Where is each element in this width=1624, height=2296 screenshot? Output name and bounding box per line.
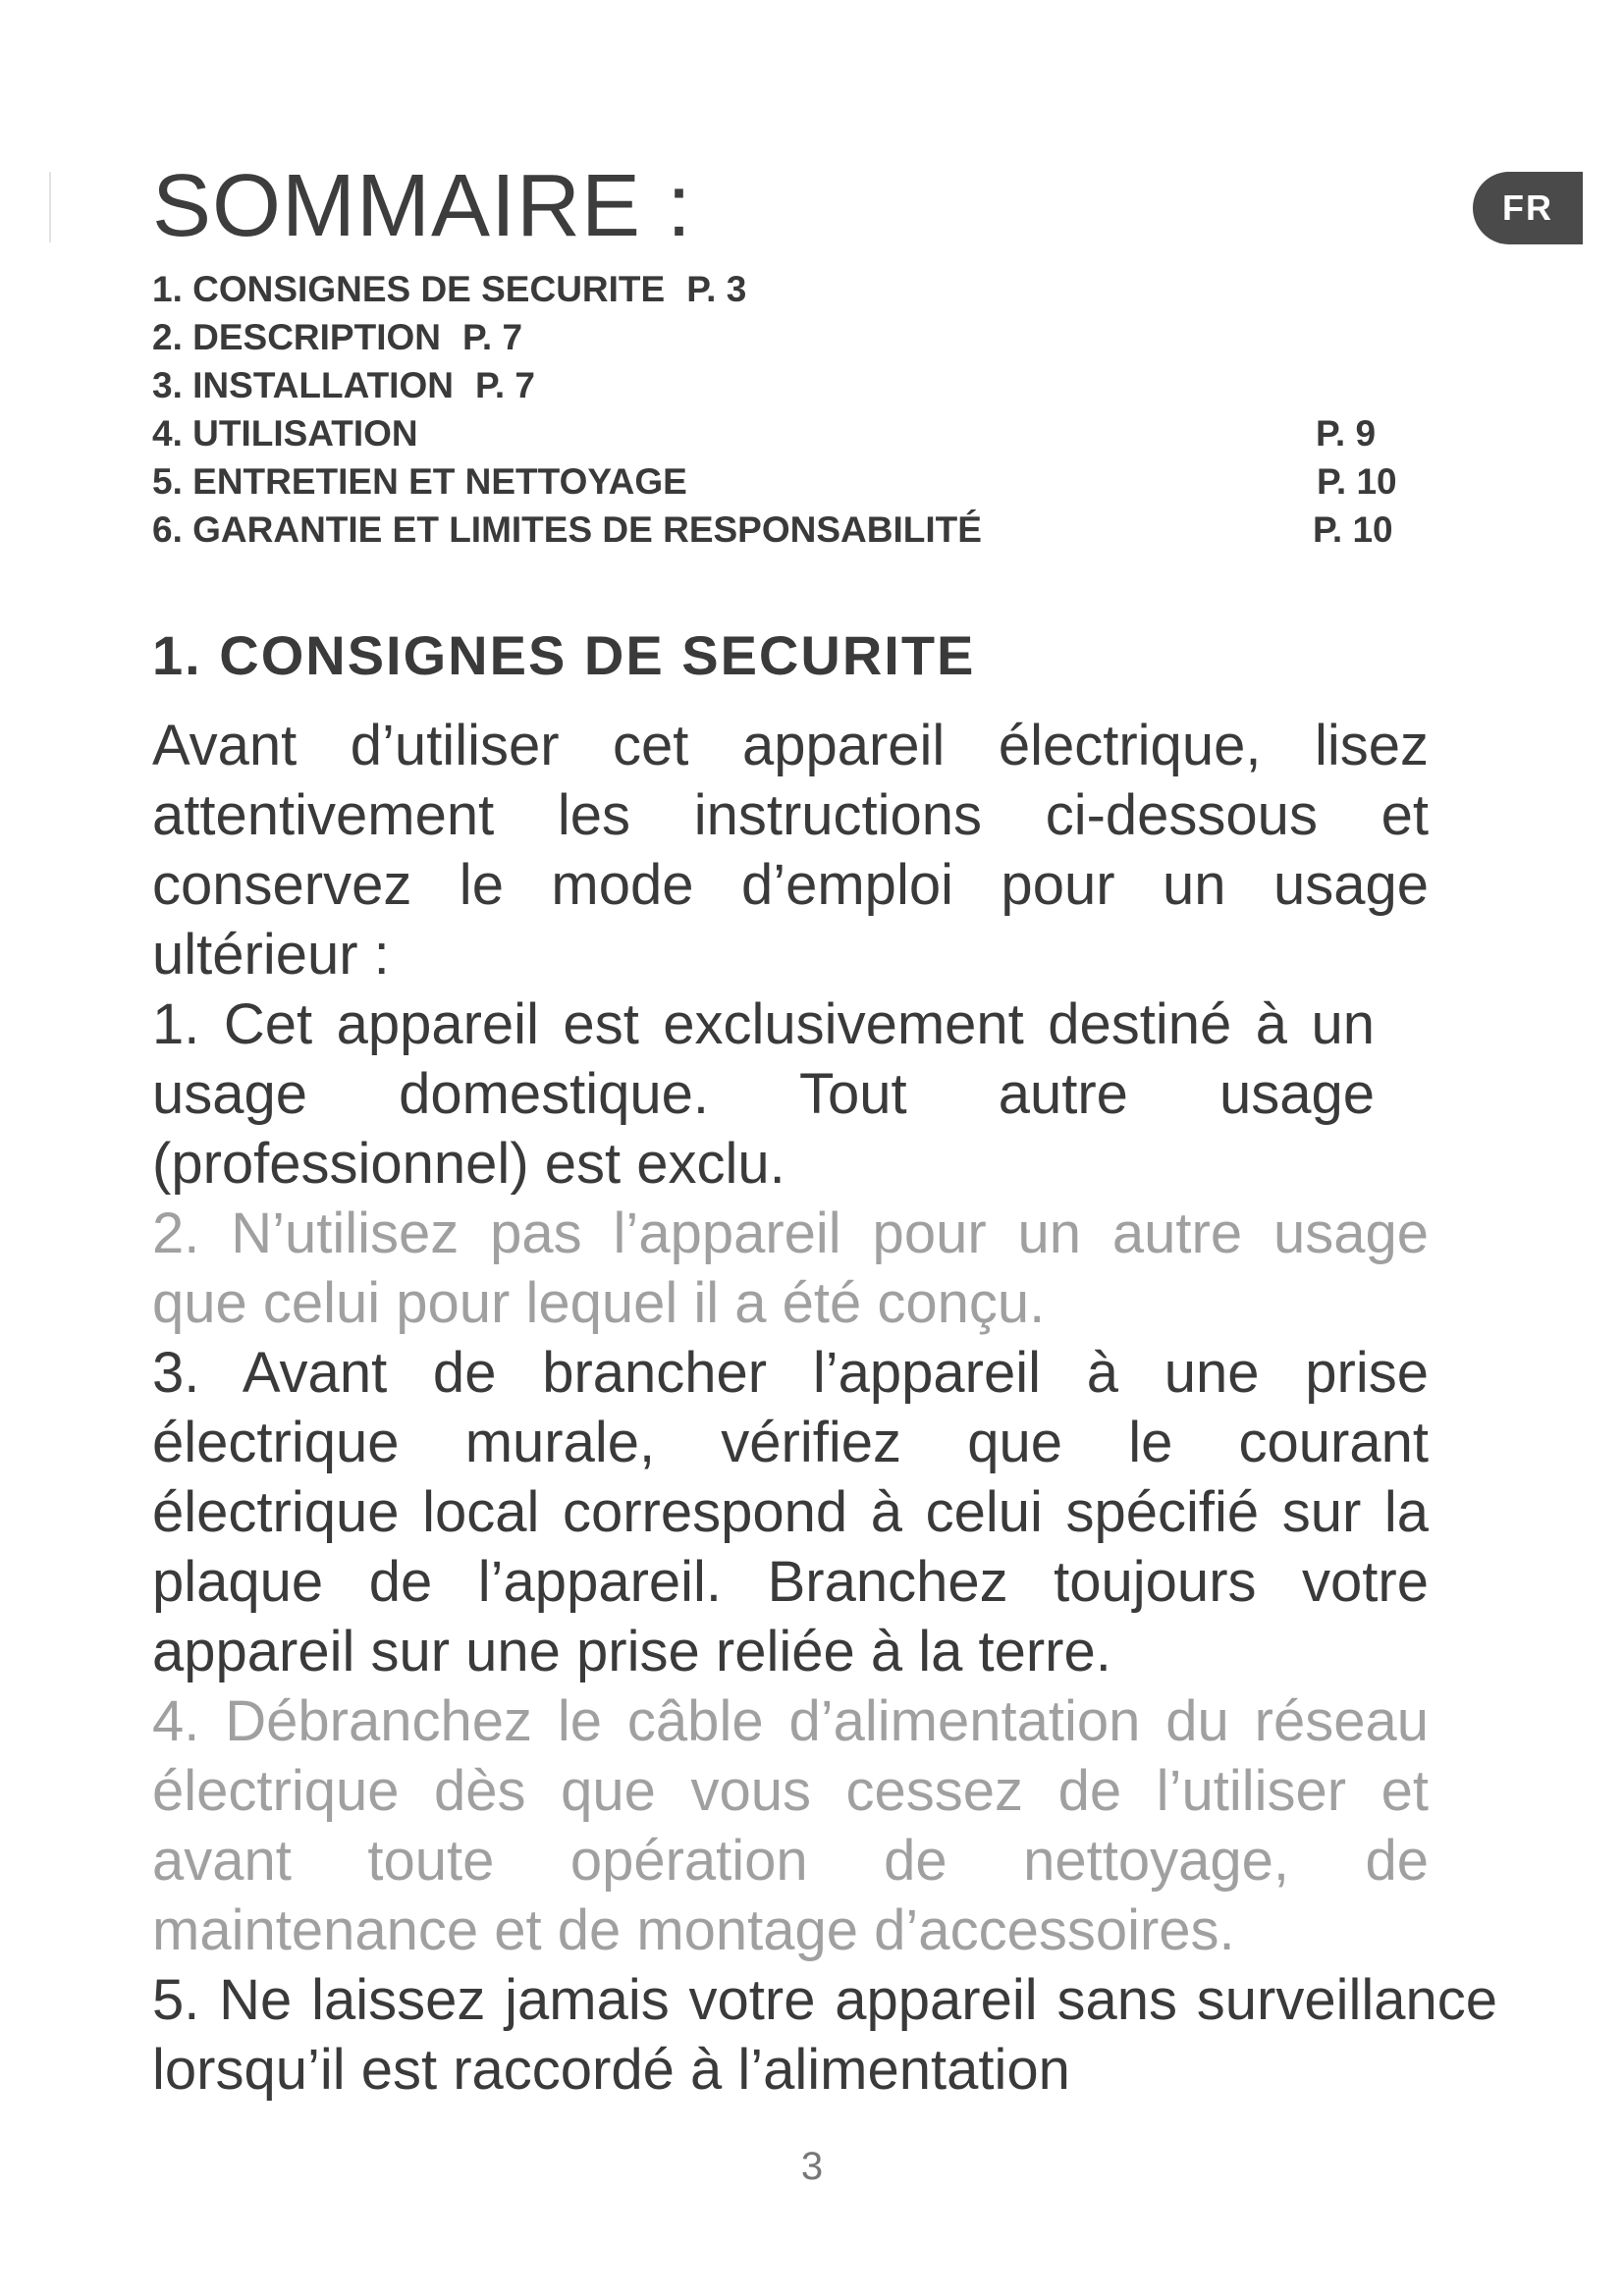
- toc-item-label: 1. CONSIGNES DE SECURITE: [152, 269, 666, 309]
- toc-item-page: P. 10: [1317, 461, 1397, 502]
- toc-item-page: P. 10: [1313, 509, 1393, 550]
- toc-item-installation[interactable]: [152, 361, 1419, 409]
- instruction-item: 4. Débranchez le câble d’alimentation du réseau électrique dès que vous cessez de l’utiliser et avant toute opération de nettoyage, de maintenance et de montage d’accessoires.: [152, 1689, 1429, 1962]
- toc-item-utilisation[interactable]: [152, 409, 1419, 457]
- instruction-item: 2. N’utilisez pas l’appareil pour un autre usage que celui pour lequel il a été conçu.: [152, 1201, 1429, 1335]
- instruction-item: 1. Cet appareil est exclusivement destiné à un usage domestique. Tout autre usage (professionnel) est exclu.: [152, 992, 1375, 1196]
- toc-item-label: 4. UTILISATION: [152, 413, 418, 454]
- instruction-item: 3. Avant de brancher l’appareil à une prise électrique murale, vérifiez que le courant électrique local correspond à celui spécifié sur la plaque de l’appareil. Branchez toujours votre appareil sur une prise reliée à la terre.: [152, 1341, 1429, 1683]
- instruction-item: 5. Ne laissez jamais votre appareil sans surveillance lorsqu’il est raccordé à l’alimentation: [152, 1968, 1497, 2102]
- toc-item-securite[interactable]: [152, 265, 1419, 313]
- toc-item-garantie[interactable]: [152, 506, 1419, 554]
- toc-item-page: P. 7: [462, 317, 523, 357]
- language-badge: FR: [1473, 172, 1583, 244]
- section-heading: 1. CONSIGNES DE SECURITE: [152, 624, 976, 686]
- toc-item-label: 3. INSTALLATION: [152, 365, 454, 405]
- toc-item-page: P. 3: [686, 269, 747, 309]
- table-of-contents: [152, 265, 1419, 554]
- toc-item-label: 6. GARANTIE ET LIMITES DE RESPONSABILITÉ: [152, 509, 982, 550]
- toc-item-entretien[interactable]: [152, 457, 1419, 506]
- page-number: 3: [800, 2145, 824, 2188]
- page-title: SOMMAIRE :: [152, 157, 693, 255]
- toc-item-page: P. 9: [1316, 413, 1377, 454]
- toc-item-description[interactable]: [152, 313, 1419, 361]
- intro-paragraph: Avant d’utiliser cet appareil électrique, lisez attentivement les instructions ci-dessous et conservez le mode d’emploi pour un usage ultérieur :: [152, 714, 1429, 987]
- toc-item-page: P. 7: [474, 365, 535, 405]
- toc-item-label: 2. DESCRIPTION: [152, 317, 441, 357]
- margin-marker: [49, 172, 51, 242]
- toc-item-label: 5. ENTRETIEN ET NETTOYAGE: [152, 461, 687, 502]
- safety-instructions: [152, 711, 1497, 2105]
